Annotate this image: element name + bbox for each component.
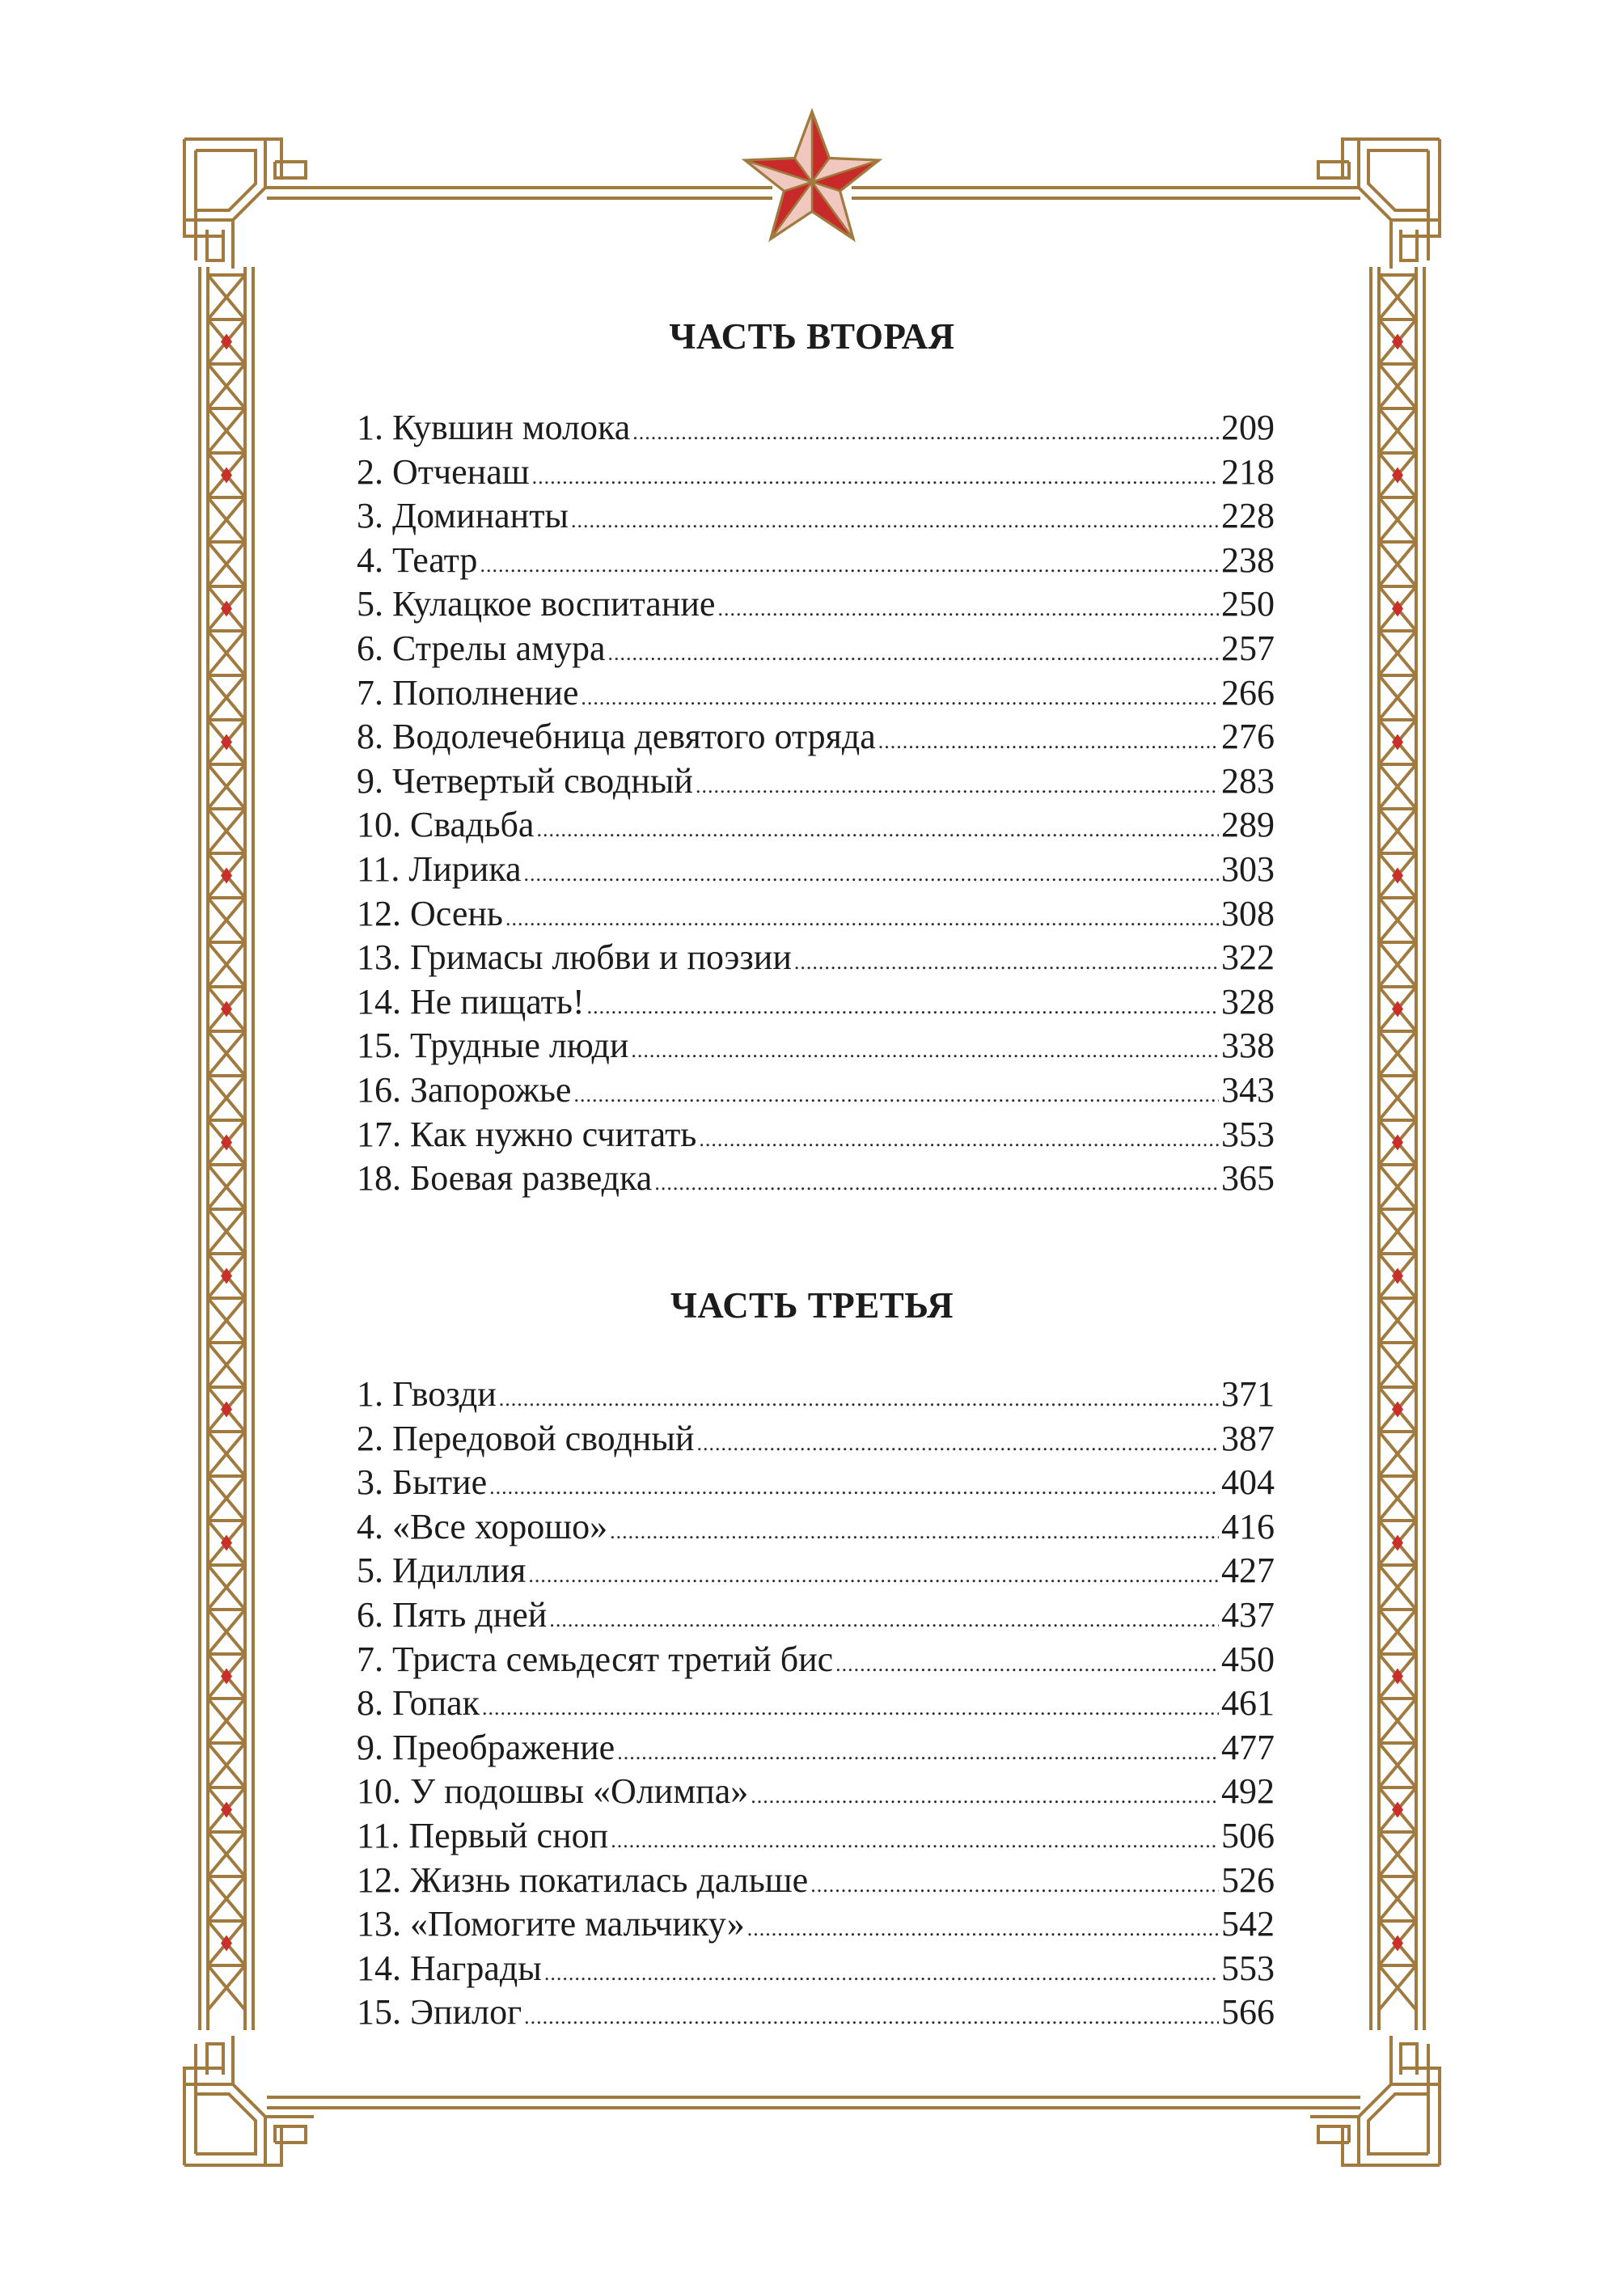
toc-entry-title: 8. Водолечебница девятого отряда	[357, 717, 876, 757]
dot-leader	[717, 587, 1219, 632]
toc-entry	[357, 936, 1275, 980]
toc-entry	[357, 1814, 1275, 1859]
toc-entry-page: 257	[1221, 628, 1275, 668]
toc-entry-title: 5. Кулацкое воспитание	[357, 584, 716, 624]
toc-entry-title: 4. «Все хорошо»	[357, 1506, 608, 1546]
toc-entry-page: 218	[1221, 451, 1275, 492]
corner-ornament	[1310, 139, 1440, 269]
toc-entry-title: 11. Первый сноп	[357, 1815, 609, 1855]
part3-heading: ЧАСТЬ ТРЕТЬЯ	[670, 1285, 954, 1326]
toc-entry	[357, 406, 1275, 451]
toc-entry	[357, 1770, 1275, 1814]
dot-leader	[524, 852, 1219, 897]
toc-entry-page: 437	[1221, 1594, 1275, 1635]
toc-entry	[357, 1593, 1275, 1638]
dot-leader	[571, 499, 1219, 544]
toc-entry	[357, 1902, 1275, 1947]
dot-leader	[499, 1377, 1219, 1422]
toc-entry-title: 9. Преображение	[357, 1727, 615, 1767]
toc-entry-title: 6. Стрелы амура	[357, 628, 606, 668]
toc-entry-page: 427	[1221, 1551, 1275, 1591]
toc-entry-page: 303	[1221, 848, 1275, 889]
toc-entry-page: 266	[1221, 672, 1275, 713]
dot-leader	[747, 1907, 1219, 1952]
toc-entry-page: 506	[1221, 1815, 1275, 1855]
dot-leader	[524, 1995, 1219, 2040]
toc-entry-page: 322	[1221, 937, 1275, 978]
toc-entry	[357, 1461, 1275, 1505]
dot-leader	[810, 1864, 1219, 1908]
toc-entry-title: 14. Награды	[357, 1948, 542, 1988]
toc-entry	[357, 1113, 1275, 1157]
dot-leader	[489, 1466, 1219, 1510]
toc-entry-title: 13. Гримасы любви и поэзии	[357, 937, 792, 978]
part3-toc-list	[357, 1373, 1275, 2035]
toc-entry-title: 7. Пополнение	[357, 672, 579, 713]
dot-leader	[696, 1422, 1219, 1466]
toc-entry	[357, 1638, 1275, 1682]
toc-entry	[357, 671, 1275, 716]
toc-entry-title: 16. Запорожье	[357, 1069, 572, 1110]
toc-entry-page: 365	[1221, 1158, 1275, 1199]
toc-entry	[357, 451, 1275, 495]
toc-entry-page: 542	[1221, 1904, 1275, 1944]
toc-entry-title: 10. Свадьба	[357, 805, 535, 845]
toc-entry-title: 10. У подошвы «Олимпа»	[357, 1771, 749, 1812]
toc-entry-page: 553	[1221, 1948, 1275, 1988]
dot-leader	[544, 1952, 1219, 1996]
toc-entry-title: 6. Пять дней	[357, 1594, 548, 1635]
toc-entry-page: 289	[1221, 805, 1275, 845]
toc-entry	[357, 1549, 1275, 1593]
dot-leader	[617, 1731, 1219, 1775]
dot-leader	[482, 1686, 1219, 1731]
toc-entry-title: 14. Не пищать!	[357, 981, 585, 1022]
toc-entry	[357, 494, 1275, 539]
toc-entry-page: 343	[1221, 1069, 1275, 1110]
toc-entry-page: 404	[1221, 1462, 1275, 1503]
toc-entry-title: 3. Бытие	[357, 1462, 488, 1503]
toc-entry-page: 387	[1221, 1418, 1275, 1458]
toc-entry-page: 328	[1221, 981, 1275, 1022]
toc-entry-page: 450	[1221, 1639, 1275, 1679]
toc-entry-title: 15. Эпилог	[357, 1992, 522, 2033]
toc-entry	[357, 1991, 1275, 2035]
toc-entry-page: 238	[1221, 539, 1275, 580]
toc-entry-title: 12. Жизнь покатилась дальше	[357, 1859, 809, 1900]
toc-entry-title: 5. Идиллия	[357, 1551, 527, 1591]
toc-entry-page: 566	[1221, 1992, 1275, 2033]
toc-entry-title: 18. Боевая разведка	[357, 1158, 653, 1199]
part2-heading: ЧАСТЬ ВТОРАЯ	[669, 316, 955, 357]
part2-toc-list	[357, 406, 1275, 1201]
toc-entry-title: 17. Как нужно считать	[357, 1114, 697, 1154]
dot-leader	[794, 941, 1219, 985]
toc-entry	[357, 1947, 1275, 1991]
toc-entry-title: 2. Передовой сводный	[357, 1418, 695, 1458]
toc-entry-title: 12. Осень	[357, 893, 503, 933]
toc-entry	[357, 582, 1275, 627]
dot-leader	[632, 411, 1219, 455]
dot-leader	[699, 1118, 1219, 1162]
dot-leader	[505, 897, 1219, 941]
toc-entry	[357, 1859, 1275, 1903]
toc-entry-page: 353	[1221, 1114, 1275, 1154]
dot-leader	[549, 1598, 1219, 1643]
toc-entry-title: 7. Триста семьдесят третий бис	[357, 1639, 834, 1679]
dot-leader	[573, 1073, 1219, 1118]
toc-entry-title: 1. Гвозди	[357, 1374, 497, 1414]
toc-entry	[357, 803, 1275, 848]
dot-leader	[611, 1819, 1219, 1864]
toc-entry	[357, 1068, 1275, 1113]
dot-leader	[878, 720, 1219, 764]
toc-entry	[357, 848, 1275, 892]
toc-entry	[357, 539, 1275, 583]
dot-leader	[751, 1775, 1219, 1819]
toc-entry-page: 283	[1221, 760, 1275, 801]
toc-entry-page: 461	[1221, 1683, 1275, 1724]
toc-entry-page: 526	[1221, 1859, 1275, 1900]
toc-entry	[357, 1505, 1275, 1550]
corner-ornament	[1310, 2036, 1440, 2165]
toc-entry-page: 228	[1221, 496, 1275, 536]
toc-entry-title: 15. Трудные люди	[357, 1026, 629, 1066]
dot-leader	[654, 1161, 1219, 1206]
dot-leader	[835, 1643, 1219, 1687]
toc-entry	[357, 627, 1275, 671]
toc-entry-title: 8. Гопак	[357, 1683, 480, 1724]
toc-entry-title: 4. Театр	[357, 539, 478, 580]
star-icon	[746, 112, 878, 239]
toc-entry	[357, 1417, 1275, 1462]
toc-entry	[357, 980, 1275, 1025]
toc-entry-page: 209	[1221, 408, 1275, 447]
toc-entry	[357, 1024, 1275, 1068]
toc-entry-title: 2. Отченаш	[357, 451, 530, 492]
dot-leader	[607, 632, 1219, 676]
toc-entry-title: 3. Доминанты	[357, 496, 569, 536]
toc-entry-page: 477	[1221, 1727, 1275, 1767]
dot-leader	[696, 764, 1219, 809]
toc-entry-title: 13. «Помогите мальчику»	[357, 1904, 745, 1944]
toc-entry	[357, 715, 1275, 759]
toc-entry	[357, 892, 1275, 937]
toc-entry-title: 1. Кувшин молока	[357, 408, 631, 447]
toc-entry-page: 338	[1221, 1026, 1275, 1066]
corner-ornament	[184, 139, 314, 269]
toc-entry-page: 250	[1221, 584, 1275, 624]
dot-leader	[581, 676, 1219, 721]
toc-entry	[357, 1726, 1275, 1771]
dot-leader	[610, 1510, 1219, 1555]
dot-leader	[587, 985, 1219, 1030]
toc-entry-page: 371	[1221, 1374, 1275, 1414]
toc-entry	[357, 1157, 1275, 1201]
corner-ornament	[184, 2036, 314, 2165]
dot-leader	[528, 1554, 1219, 1598]
toc-entry	[357, 759, 1275, 804]
toc-entry-page: 416	[1221, 1506, 1275, 1546]
toc-entry-title: 11. Лирика	[357, 848, 522, 889]
dot-leader	[631, 1029, 1219, 1073]
toc-entry-page: 276	[1221, 717, 1275, 757]
toc-entry-title: 9. Четвертый сводный	[357, 760, 693, 801]
toc-entry	[357, 1682, 1275, 1726]
toc-entry-page: 308	[1221, 893, 1275, 933]
dot-leader	[532, 455, 1219, 500]
dot-leader	[480, 544, 1219, 588]
toc-entry	[357, 1373, 1275, 1417]
toc-entry-page: 492	[1221, 1771, 1275, 1812]
dot-leader	[536, 808, 1219, 852]
